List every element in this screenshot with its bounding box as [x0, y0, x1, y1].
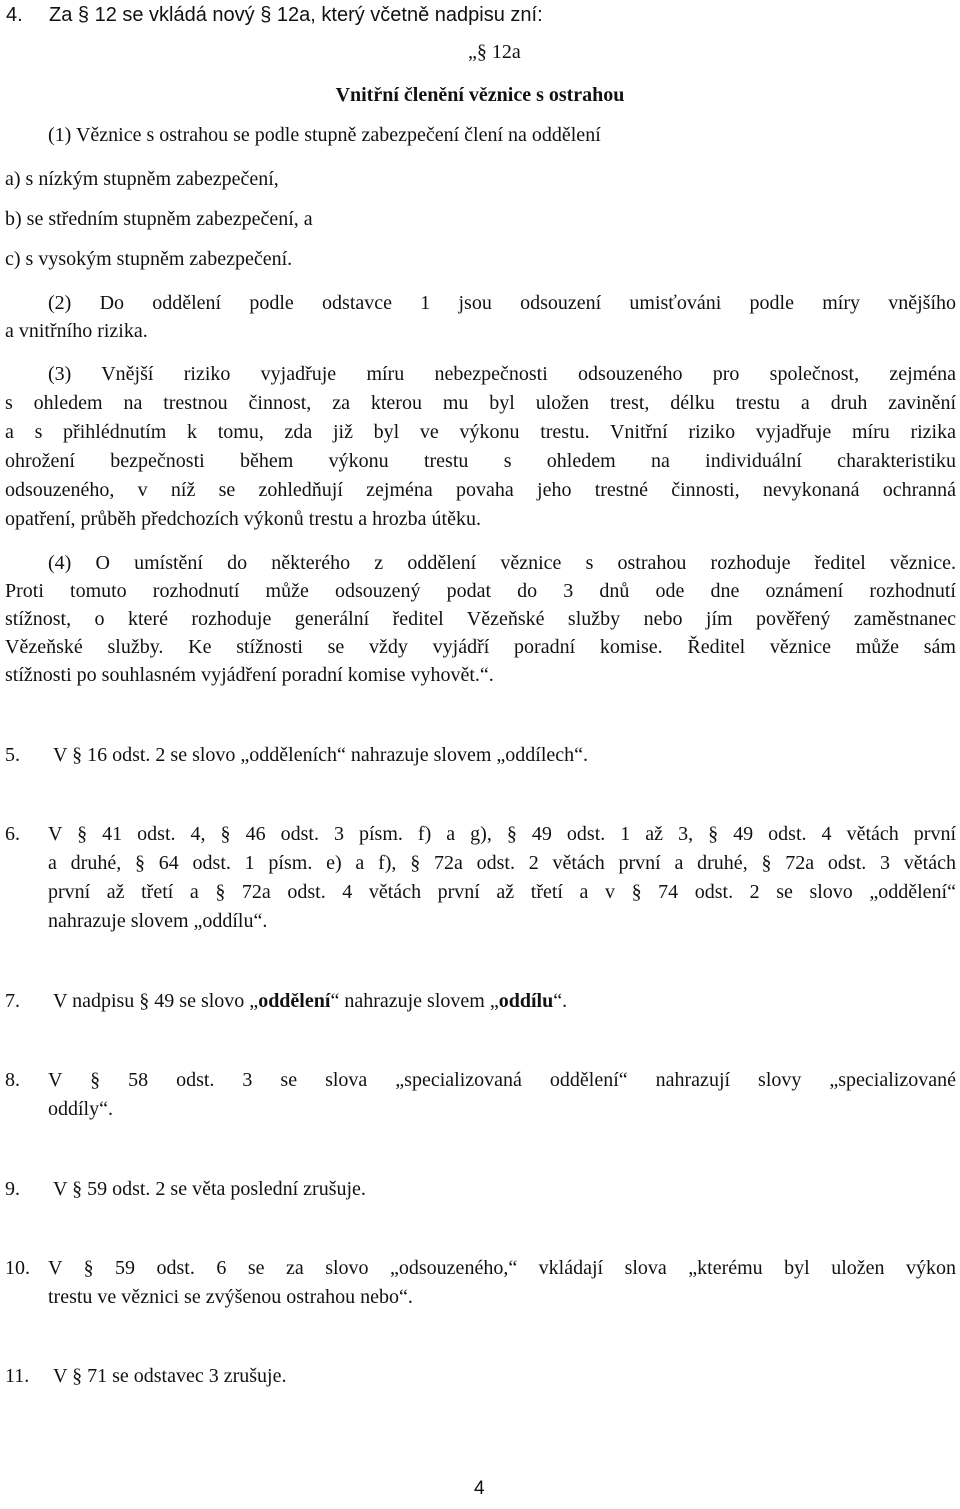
paragraph-3-line: (3) Vnější riziko vyjadřuje míru nebezpečnosti odsouzeného pro společnost, zejména — [48, 363, 956, 385]
item-text-part: “. — [553, 990, 568, 1012]
item-text: V § 58 odst. 3 se slova „specializovaná oddělení“ nahrazují slovy „specializované — [48, 1069, 956, 1091]
page-number: 4 — [474, 1478, 485, 1499]
section-mark: „§ 12a — [468, 41, 521, 63]
item-text: V § 59 odst. 2 se věta poslední zrušuje. — [53, 1178, 366, 1200]
item-number: 5. — [5, 744, 20, 766]
section-heading: Vnitřní členění věznice s ostrahou — [335, 84, 625, 106]
paragraph-3-line: a s přihlédnutím k tomu, zda již byl ve výkonu trestu. Vnitřní riziko vyjadřuje míru rizika — [5, 421, 956, 443]
item-6-line: a druhé, § 64 odst. 1 písm. e) a f), § 72a odst. 2 větách první a druhé, § 72a odst. 3 větách — [48, 852, 956, 874]
list-item-8 — [5, 1065, 956, 1095]
item-text: V § 59 odst. 6 se za slovo „odsouzeného,“ vkládají slova „kterému byl uložen výkon — [48, 1257, 956, 1279]
item-number: 8. — [5, 1069, 20, 1091]
bold-word: oddělení — [258, 990, 331, 1012]
bold-word: oddílu — [498, 990, 554, 1012]
list-item-7 — [5, 986, 960, 1016]
paragraph-4-line: Proti tomuto rozhodnutí může odsouzený podat do 3 dnů ode dne oznámení rozhodnutí — [5, 580, 956, 602]
paragraph-4-line: stížnost, o které rozhoduje generální ředitel Vězeňské služby nebo jím pověřený zaměstnanec — [5, 608, 956, 630]
item-text-part: “ nahrazuje slovem „ — [330, 990, 499, 1012]
item-text-part: V nadpisu § 49 se slovo „ — [53, 990, 259, 1012]
list-item-11 — [5, 1361, 960, 1391]
paragraph-2-line: a vnitřního rizika. — [5, 320, 148, 342]
paragraph-4-line: (4) O umístění do některého z oddělení věznice s ostrahou rozhoduje ředitel věznice. — [48, 552, 956, 574]
item-number: 11. — [5, 1365, 30, 1387]
paragraph-4-line: Vězeňské služby. Ke stížnosti se vždy vyjádří poradní komise. Ředitel věznice může sám — [5, 636, 956, 658]
paragraph-2-line: (2) Do oddělení podle odstavce 1 jsou odsouzení umisťováni podle míry vnějšího — [48, 292, 956, 314]
list-item-10 — [5, 1253, 956, 1283]
item-text: Za § 12 se vkládá nový § 12a, který včetně nadpisu zní: — [49, 4, 543, 26]
item-number: 7. — [5, 990, 20, 1012]
list-item-c: c) s vysokým stupněm zabezpečení. — [5, 248, 293, 270]
item-number: 4. — [6, 4, 23, 26]
item-10-line: trestu ve věznici se zvýšenou ostrahou nebo“. — [48, 1286, 413, 1308]
item-8-line: oddíly“. — [48, 1098, 113, 1120]
paragraph-4-line: stížnosti po souhlasném vyjádření poradní komise vyhovět.“. — [5, 664, 494, 686]
item-4-intro — [6, 0, 960, 30]
paragraph-3-line: ohrožení bezpečnosti během výkonu trestu s ohledem na individuální charakteristiku — [5, 450, 956, 472]
item-number: 6. — [5, 823, 20, 845]
list-item-6 — [5, 819, 956, 849]
item-text: V § 16 odst. 2 se slovo „odděleních“ nahrazuje slovem „oddílech“. — [53, 744, 589, 766]
item-text: V § 71 se odstavec 3 zrušuje. — [53, 1365, 287, 1387]
paragraph-3-line: s ohledem na trestnou činnost, za kterou mu byl uložen trest, délku trestu a druh zavinění — [5, 392, 956, 414]
list-item-9 — [5, 1174, 960, 1204]
item-number: 10. — [5, 1257, 30, 1279]
item-6-line: první až třetí a § 72a odst. 4 větách první až třetí a v § 74 odst. 2 se slovo „oddělení“ — [48, 881, 956, 903]
list-item-5 — [5, 740, 960, 770]
paragraph-1-line: (1) Věznice s ostrahou se podle stupně zabezpečení člení na oddělení — [48, 124, 601, 146]
list-item-a: a) s nízkým stupněm zabezpečení, — [5, 168, 279, 190]
item-text: V § 41 odst. 4, § 46 odst. 3 písm. f) a g), § 49 odst. 1 až 3, § 49 odst. 4 větách první — [48, 823, 956, 845]
list-item-b: b) se středním stupněm zabezpečení, a — [5, 208, 313, 230]
paragraph-3-line: odsouzeného, v níž se zohledňují zejména povaha jeho trestné činnosti, nevykonaná ochranná — [5, 479, 956, 501]
paragraph-3-line: opatření, průběh předchozích výkonů trestu a hrozba útěku. — [5, 508, 481, 530]
item-number: 9. — [5, 1178, 20, 1200]
item-6-line: nahrazuje slovem „oddílu“. — [48, 910, 268, 932]
